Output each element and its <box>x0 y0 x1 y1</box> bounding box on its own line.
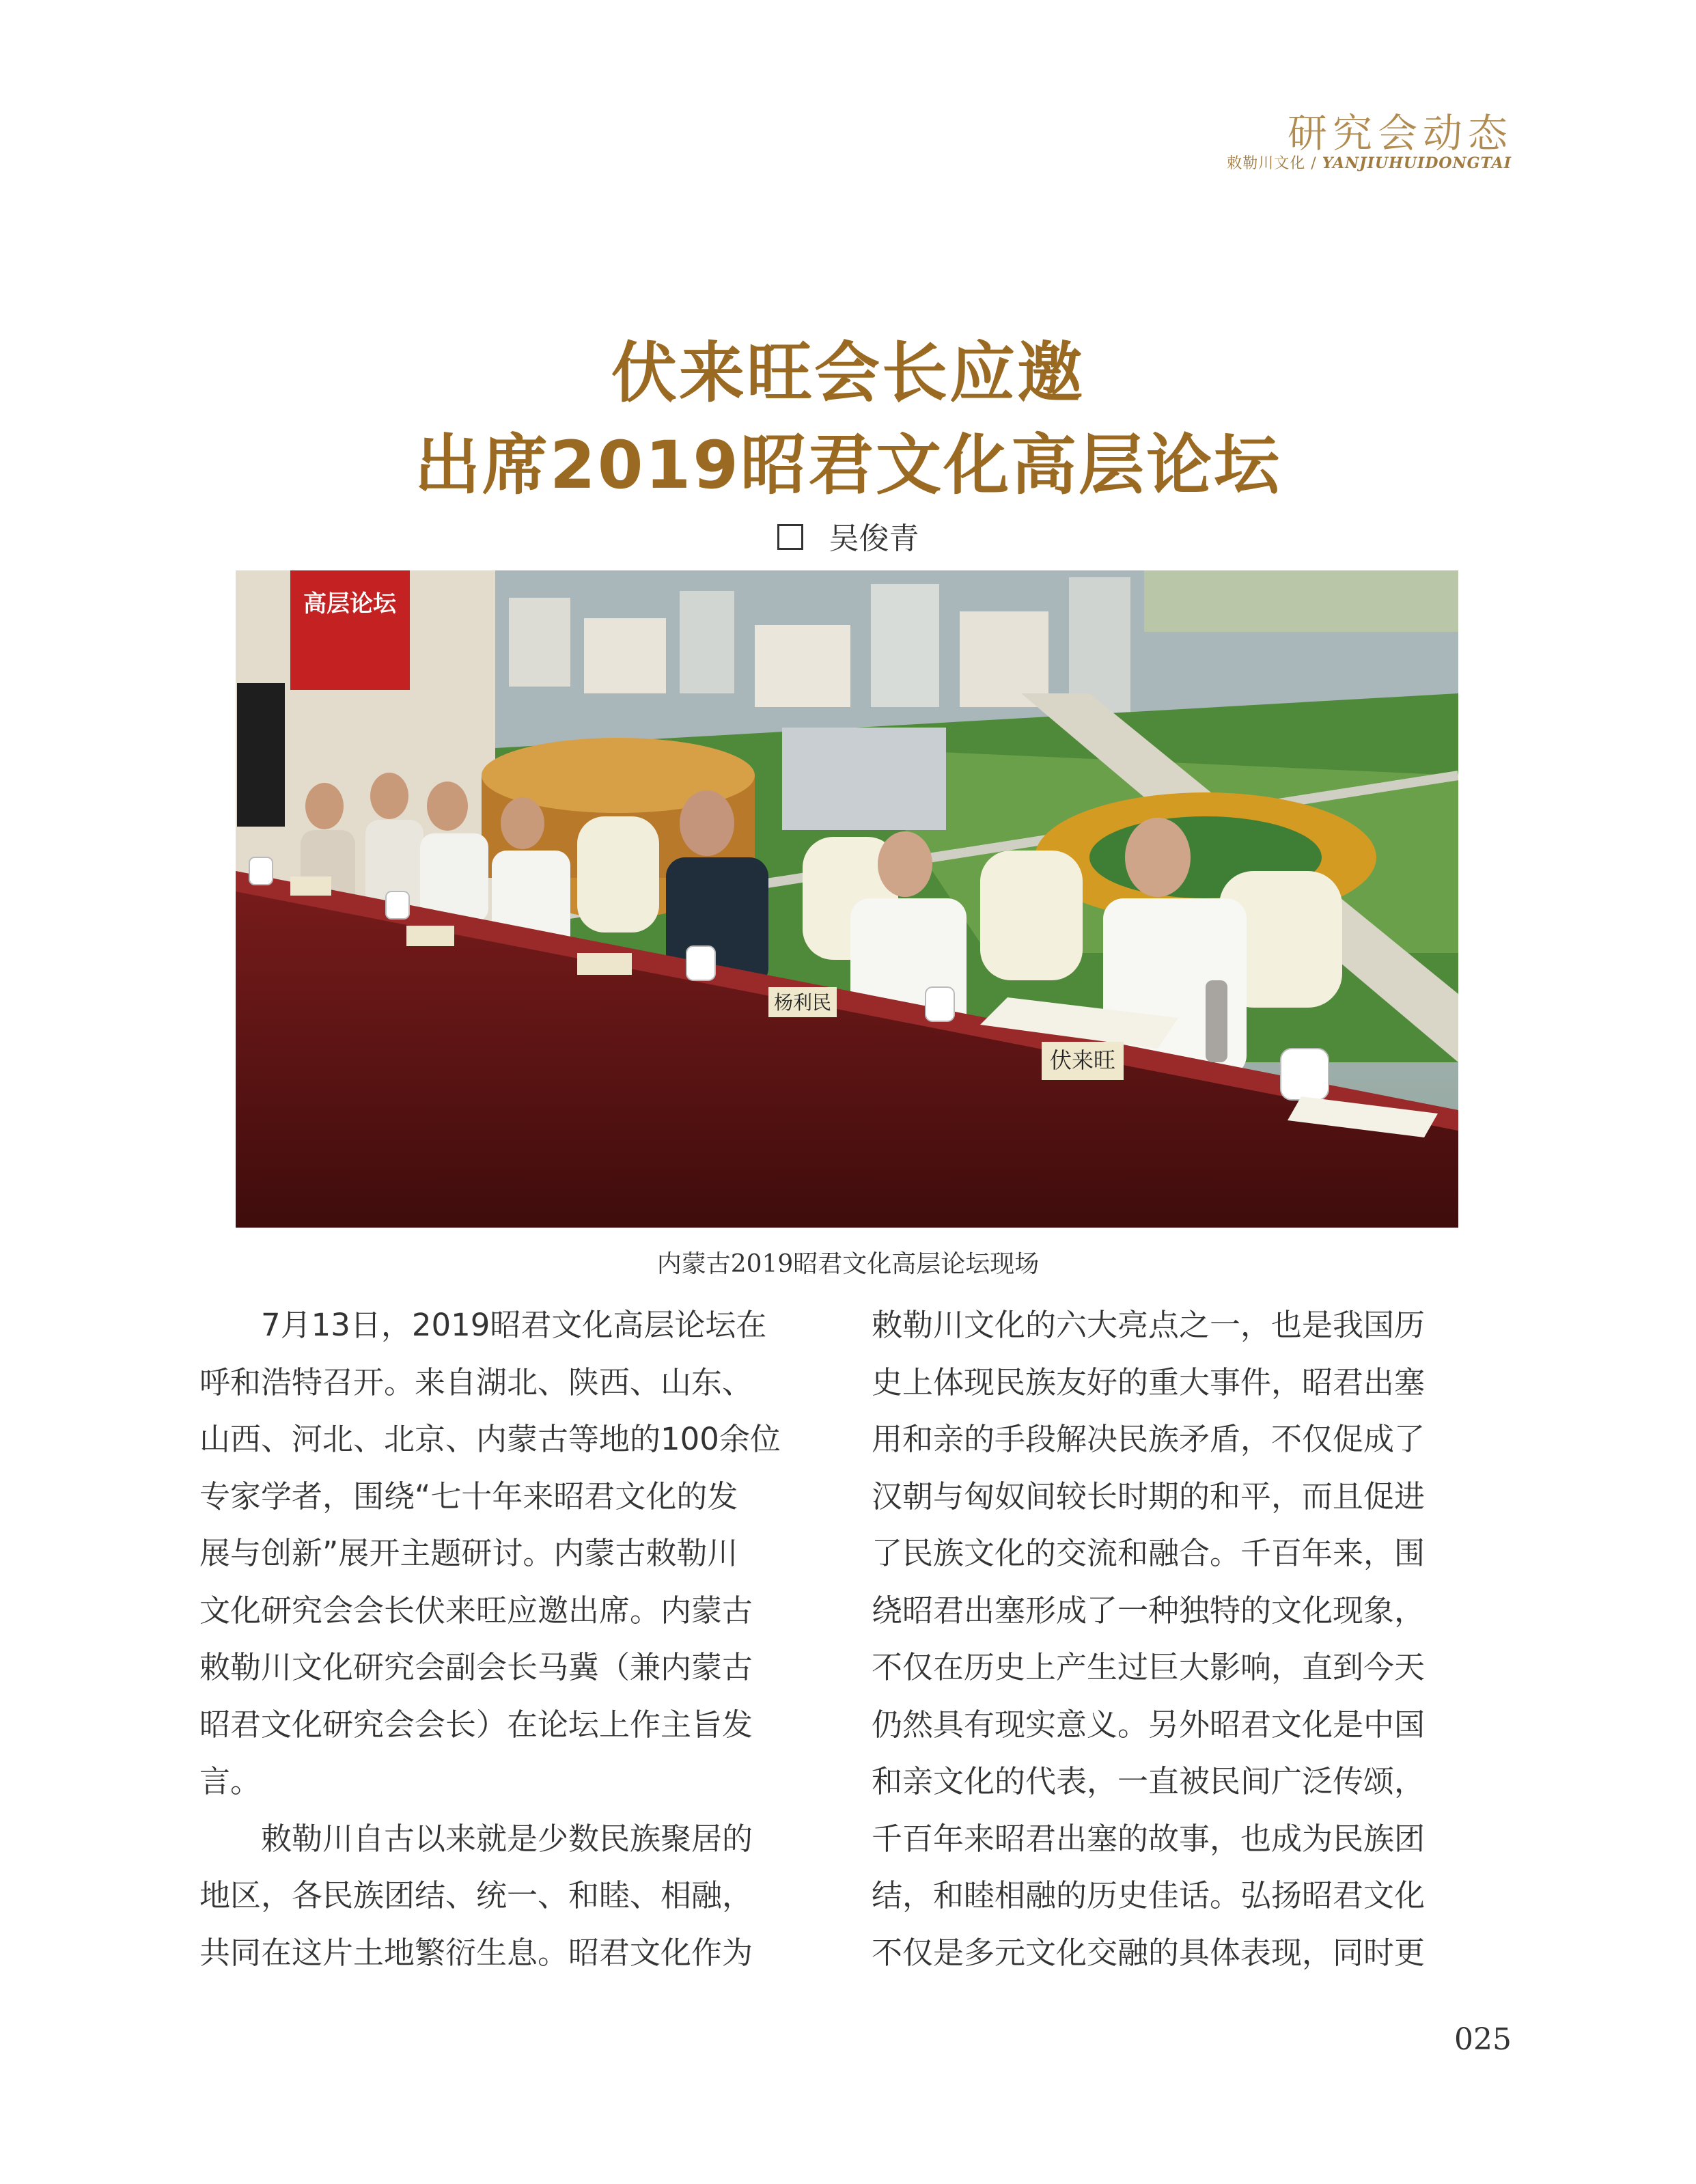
body-line: 敕勒川文化的六大亮点之一，也是我国历 <box>872 1307 1426 1343</box>
body-line: 呼和浩特召开。来自湖北、陕西、山东、 <box>199 1364 753 1400</box>
body-line: 不仅是多元文化交融的具体表现，同时更 <box>872 1934 1426 1971</box>
body-line: 专家学者，围绕“七十年来昭君文化的发 <box>199 1478 738 1515</box>
author: 吴俊青 <box>829 521 919 556</box>
event-photo <box>236 570 1458 1228</box>
body-line: 山西、河北、北京、内蒙古等地的100余位 <box>199 1421 781 1457</box>
banner-text: 高层论坛 <box>303 590 396 618</box>
page-number: 025 <box>1454 2022 1512 2057</box>
body-line: 文化研究会会长伏来旺应邀出席。内蒙古 <box>199 1592 753 1629</box>
byline-box-icon <box>777 524 803 550</box>
body-line: 史上体现民族友好的重大事件，昭君出塞 <box>872 1364 1426 1400</box>
body-line: 言。 <box>199 1763 262 1799</box>
body-line: 千百年来昭君出塞的故事，也成为民族团 <box>872 1820 1426 1857</box>
body-line: 不仅在历史上产生过巨大影响，直到今天 <box>872 1649 1426 1685</box>
body-line: 和亲文化的代表，一直被民间广泛传颂， <box>872 1763 1426 1799</box>
body-line: 敕勒川自古以来就是少数民族聚居的 <box>261 1820 753 1857</box>
body-right-column <box>872 1297 1486 1981</box>
body-line: 绕昭君出塞形成了一种独特的文化现象， <box>872 1592 1426 1629</box>
body-line: 地区，各民族团结、统一、和睦、相融， <box>199 1877 753 1913</box>
section-pinyin: YANJIUHUIDONGTAI <box>1322 154 1512 172</box>
body-line: 汉朝与匈奴间较长时期的和平，而且促进 <box>872 1478 1426 1515</box>
section-subtitle <box>1227 152 1512 173</box>
body-line: 共同在这片土地繁衍生息。昭君文化作为 <box>199 1934 753 1971</box>
journal-name: 敕勒川文化 <box>1227 155 1306 172</box>
body-line: 展与创新”展开主题研讨。内蒙古敕勒川 <box>199 1535 738 1571</box>
name-card-1: 杨利民 <box>773 991 832 1014</box>
article-title-line1: 伏来旺会长应邀 <box>611 335 1085 411</box>
article-title-line2: 出席2019昭君文化高层论坛 <box>414 427 1282 503</box>
section-title: 研究会动态 <box>1287 110 1513 156</box>
body-line: 用和亲的手段解决民族矛盾，不仅促成了 <box>872 1421 1426 1457</box>
body-line: 结，和睦相融的历史佳话。弘扬昭君文化 <box>872 1877 1426 1913</box>
byline <box>0 514 1696 557</box>
photo-caption: 内蒙古2019昭君文化高层论坛现场 <box>656 1250 1040 1278</box>
name-card-2: 伏来旺 <box>1049 1047 1116 1073</box>
body-line: 7月13日，2019昭君文化高层论坛在 <box>261 1307 767 1343</box>
body-line: 了民族文化的交流和融合。千百年来，围 <box>872 1535 1426 1571</box>
body-line: 敕勒川文化研究会副会长马冀（兼内蒙古 <box>199 1649 753 1685</box>
body-line: 昭君文化研究会会长）在论坛上作主旨发 <box>199 1706 753 1743</box>
body-line: 仍然具有现实意义。另外昭君文化是中国 <box>872 1706 1426 1743</box>
separator: / <box>1311 155 1317 172</box>
body-left-column <box>199 1297 814 1981</box>
